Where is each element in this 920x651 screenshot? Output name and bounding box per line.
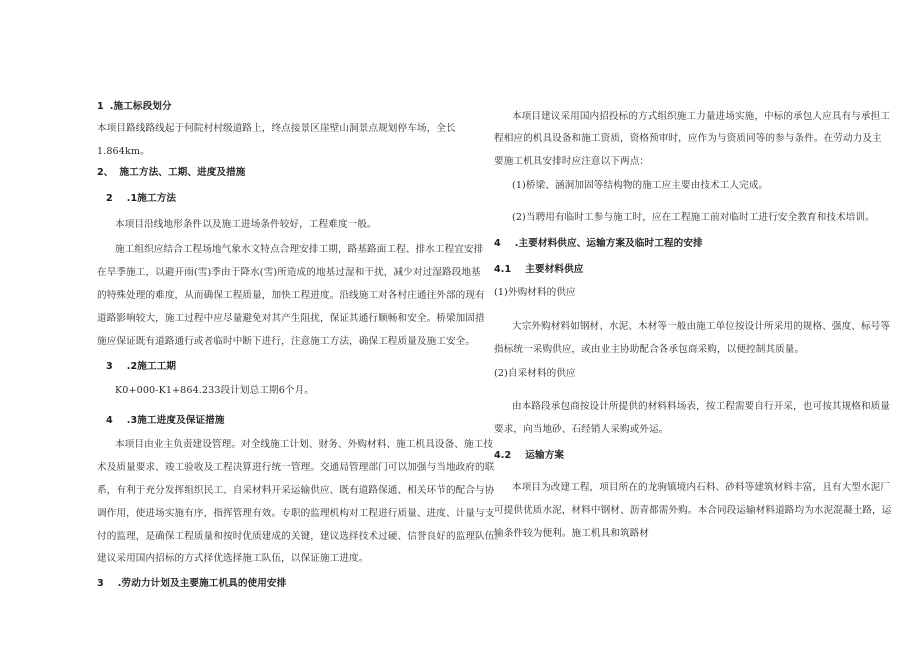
heading-title: 运输方案 bbox=[525, 450, 565, 461]
paragraph-line: 术及质量要求、竣工验收及工程决算进行统一管理。交通局管理部门可以加强与当地政府的联 bbox=[97, 462, 495, 473]
paragraph-line: 大宗外购材料如钢材、水泥、木材等一般由施工单位按设计所采用的规格、强度、标号等 bbox=[512, 321, 891, 332]
paragraph-line: 付的监理，是确保工程质量和按时优质建成的关键，建议选择技术过硬、信誉良好的监理队伍。 bbox=[97, 531, 505, 542]
heading-number: 3 bbox=[97, 578, 104, 589]
paragraph-line: 施应保证既有道路通行或者临时中断下进行，注意施工方法，确保工程质量及施工安全。 bbox=[97, 336, 476, 347]
paragraph-line: 本项目为改建工程，项目所在的龙驹镇境内石料、砂料等建筑材料丰富，且有大型水泥厂 bbox=[512, 482, 891, 493]
heading-number: 3 bbox=[106, 361, 113, 372]
paragraph-line: 由本路段承包商按设计所提供的材料料场表，按工程需要自行开采，也可按其规格和质量 bbox=[512, 401, 891, 412]
paragraph-line: 本项目由业主负责建设管理。对全线施工计划、财务、外购材料、施工机具设备、施工技 bbox=[115, 439, 494, 450]
paragraph-line: 系，有利于充分发挥组织民工、自采材料开采运输供应、既有道路保通、相关环节的配合与协 bbox=[97, 485, 495, 496]
heading-number: 1 bbox=[97, 101, 104, 112]
paragraph-line: 建议采用国内招标的方式择优选择施工队伍，以保证施工进度。 bbox=[97, 553, 369, 564]
heading-title: 施工方法、工期、进度及措施 bbox=[119, 167, 246, 178]
heading-number: 4 bbox=[106, 415, 113, 426]
heading-title: .主要材料供应、运输方案及临时工程的安排 bbox=[514, 238, 703, 249]
paragraph-line: 本项目路线路线起于何院村村级道路上，终点接景区崖壁山洞景点规划停车场，全长 bbox=[97, 123, 456, 134]
heading-title: .3施工进度及保证措施 bbox=[126, 415, 225, 426]
heading-title: .2施工工期 bbox=[126, 361, 177, 372]
paragraph-line: 1.864km。 bbox=[97, 146, 150, 157]
paragraph-line: 可提供优质水泥，材料中钢材、沥青都需外购。本合同段运输材料道路均为水泥混凝土路，运 bbox=[494, 505, 892, 516]
heading-title: .施工标段划分 bbox=[109, 101, 172, 112]
heading-number: 4.1 bbox=[494, 264, 512, 275]
paragraph-line: (2)自采材料的供应 bbox=[494, 368, 576, 379]
heading-title: 主要材料供应 bbox=[525, 264, 584, 275]
section-1-heading bbox=[97, 101, 172, 113]
section-2-1-heading bbox=[106, 193, 176, 205]
section-2-3-heading bbox=[106, 415, 225, 427]
heading-title: .劳动力计划及主要施工机具的使用安排 bbox=[117, 578, 287, 589]
paragraph-line: 道路影响较大，施工过程中应尽量避免对其产生阻扰，保证其通行顺畅和安全。桥梁加固措 bbox=[97, 313, 485, 324]
paragraph-line: 要求，向当地砂、石经销人采购或外运。 bbox=[494, 424, 669, 435]
section-2-heading bbox=[97, 167, 246, 179]
paragraph-line: 在旱季施工，以避开雨(雪)季由于降水(雪)所造成的地基过湿和干扰，减少对过湿路段地基 bbox=[97, 267, 481, 278]
section-4-2-heading bbox=[494, 450, 564, 462]
paragraph-line: K0+000-K1+864.233段计划总工期6个月。 bbox=[115, 385, 314, 396]
heading-number: 4.2 bbox=[494, 450, 512, 461]
paragraph-line: 程相应的机具设备和施工资质，资格预审时，应作为与资质同等的参与条件。在劳动力及主 bbox=[494, 133, 882, 144]
heading-number: 2、 bbox=[97, 167, 114, 178]
paragraph-line: 施工组织应结合工程场地气象水文特点合理安排工期，路基路面工程、排水工程宜安排 bbox=[115, 244, 484, 255]
section-4-heading bbox=[494, 238, 703, 250]
paragraph-line: (1)桥梁、涵洞加固等结构物的施工应主要由技术工人完成。 bbox=[512, 180, 769, 191]
paragraph-line: 调作用，使进场实施有序，指挥管理有效。专职的监理机构对工程进行质量、进度、计量与支 bbox=[97, 508, 495, 519]
paragraph-line: (2)当聘用有临时工参与施工时，应在工程施工前对临时工进行安全教育和技术培训。 bbox=[512, 212, 875, 223]
paragraph-line: 要施工机具安排时应注意以下两点： bbox=[494, 156, 650, 167]
paragraph-line: 本项目沿线地形条件以及施工进场条件较好，工程难度一般。 bbox=[115, 219, 377, 230]
paragraph-line: (1)外购材料的供应 bbox=[494, 287, 576, 298]
paragraph-line: 指标统一采购供应，或由业主协助配合各承包商采购，以便控制其质量。 bbox=[494, 344, 805, 355]
paragraph-line: 输条件较为便利。施工机具和筑路材 bbox=[494, 528, 650, 539]
heading-number: 4 bbox=[494, 238, 501, 249]
section-2-2-heading bbox=[106, 361, 176, 373]
heading-number: 2 bbox=[106, 193, 113, 204]
paragraph-line: 本项目建议采用国内招投标的方式组织施工力量进场实施，中标的承包人应具有与承担工 bbox=[512, 111, 891, 122]
paragraph-line: 的特殊处理的难度，从而确保工程质量，加快工程进度。沿线施工对各村庄通往外部的现有 bbox=[97, 290, 485, 301]
section-3-heading bbox=[97, 578, 286, 590]
heading-title: .1施工方法 bbox=[126, 193, 177, 204]
section-4-1-heading bbox=[494, 264, 583, 276]
